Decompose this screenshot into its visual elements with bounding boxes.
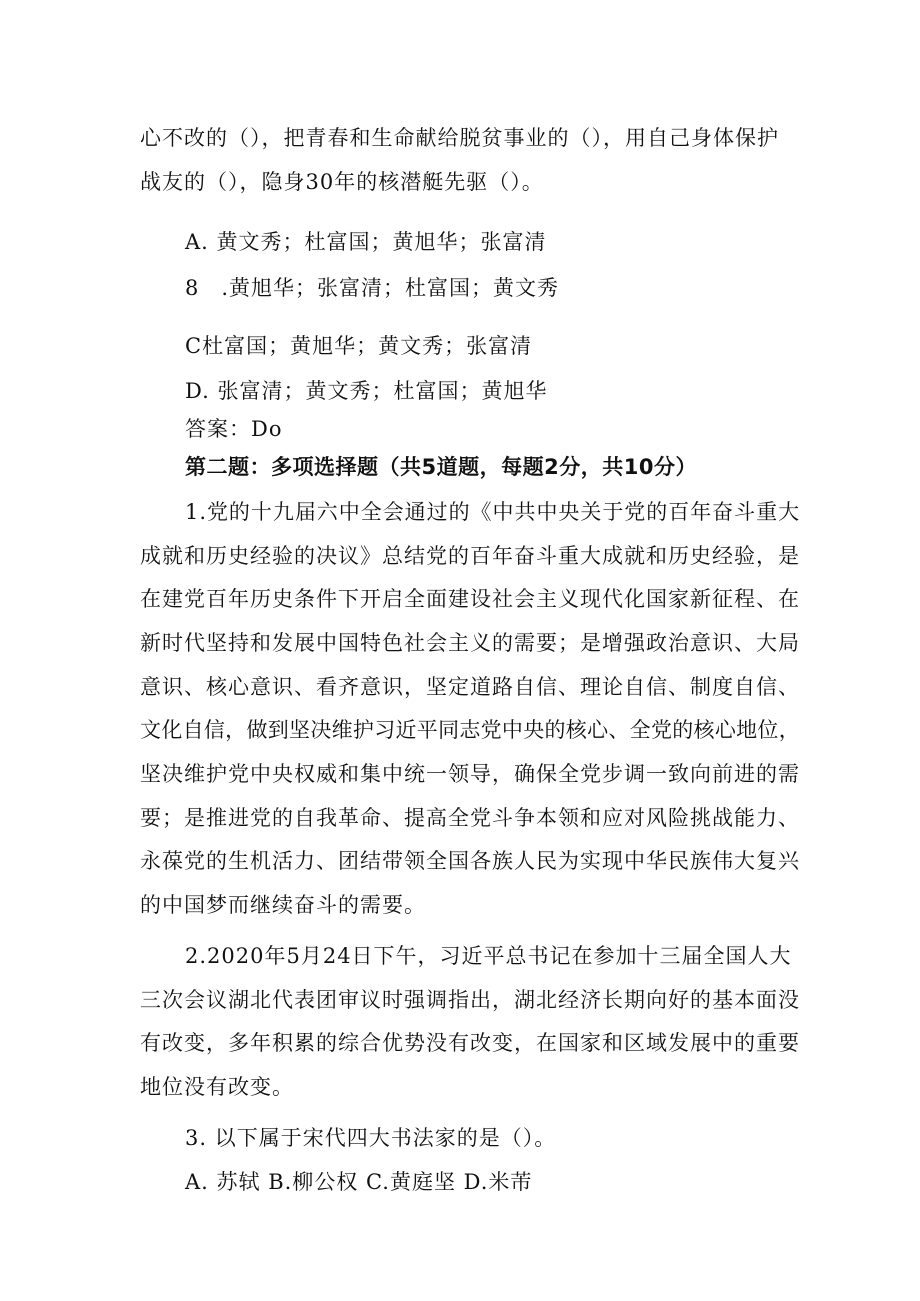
q7-option-c: C杜富国；黄旭华；黄文秀；张富清 (185, 334, 533, 358)
q7-option-a: A. 黄文秀；杜富国；黄旭华；张富清 (185, 230, 547, 254)
q3-stem: 3. 以下属于宋代四大书法家的是（）。 (185, 1126, 557, 1150)
q1-line-9: 永葆党的生机活力、团结带领全国各族人民为实现中华民族伟大复兴 (140, 849, 800, 873)
q7-answer: 答案：Do (185, 417, 283, 441)
q7-option-b: 8 .黄旭华；张富清；杜富国；黄文秀 (185, 276, 560, 300)
q7-stem-line-1: 心不改的（），把青春和生命献给脱贫事业的（），用自己身体保护 (140, 126, 779, 150)
q1-line-1: 1.党的十九届六中全会通过的《中共中央关于党的百年奋斗重大 (185, 500, 801, 524)
q1-line-2: 成就和历史经验的决议》总结党的百年奋斗重大成就和历史经验，是 (140, 544, 800, 568)
q1-line-3: 在建党百年历史条件下开启全面建设社会主义现代化国家新征程、在 (140, 587, 800, 611)
q1-line-5: 意识、核心意识、看齐意识，坚定道路自信、理论自信、制度自信、 (140, 675, 800, 699)
q2-line-4: 地位没有改变。 (140, 1075, 294, 1099)
q2-line-1: 2.2020年5月24日下午，习近平总书记在参加十三届全国人大 (185, 944, 792, 968)
q7-option-d: D. 张富清；黄文秀；杜富国；黄旭华 (185, 379, 548, 403)
q1-line-10: 的中国梦而继续奋斗的需要。 (140, 893, 426, 917)
q1-line-7: 坚决维护党中央权威和集中统一领导，确保全党步调一致向前进的需 (140, 762, 800, 786)
section-heading: 第二题：多项选择题（共5道题，每题2分，共10分） (185, 455, 697, 479)
q3-options: A. 苏轼 B.柳公权 C.黄庭坚 D.米芾 (185, 1170, 533, 1194)
q1-line-4: 新时代坚持和发展中国特色社会主义的需要；是增强政治意识、大局 (140, 631, 800, 655)
q1-line-6: 文化自信，做到坚决维护习近平同志党中央的核心、全党的核心地位， (140, 718, 800, 742)
q2-line-3: 有改变，多年积累的综合优势没有改变，在国家和区域发展中的重要 (140, 1031, 800, 1055)
q1-line-8: 要；是推进党的自我革命、提高全党斗争本领和应对风险挑战能力、 (140, 806, 800, 830)
q2-line-2: 三次会议湖北代表团审议时强调指出，湖北经济长期向好的基本面没 (140, 988, 800, 1012)
q7-stem-line-2: 战友的（），隐身30年的核潜艇先驱（）。 (140, 170, 544, 194)
